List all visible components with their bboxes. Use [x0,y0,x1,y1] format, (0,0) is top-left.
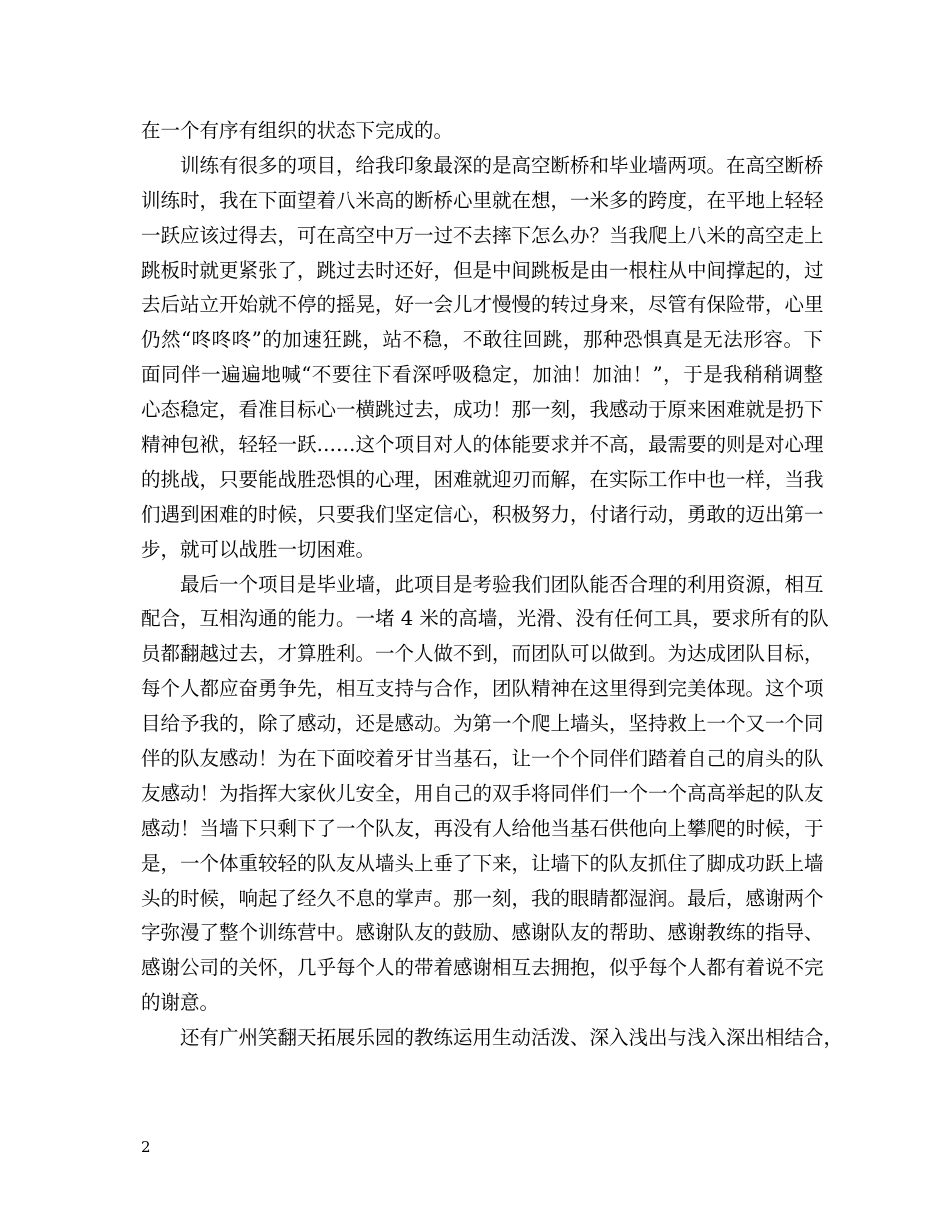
text-line: 面同伴一遍遍地喊“不要往下看深呼吸稳定，加油！加油！”，于是我稍稍调整 [141,363,823,387]
text-line: 训练有很多的项目，给我印象最深的是高空断桥和毕业墙两项。在高空断桥 [180,153,824,177]
text-line: 每个人都应奋勇争先，相互支持与合作，团队精神在这里得到完美体现。这个项 [141,677,824,701]
text-line: 员都翻越过去，才算胜利。一个人做不到，而团队可以做到。为达成团队目标， [141,642,824,666]
text-line: 友感动！为指挥大家伙儿安全，用自己的双手将同伴们一个一个高高举起的队友 [141,781,824,805]
text-line: 在一个有序有组织的状态下完成的。 [141,119,454,142]
text-line: 字弥漫了整个训练营中。感谢队友的鼓励、感谢队友的帮助、感谢教练的指导、 [141,921,824,945]
text-line: 目给予我的，除了感动，还是感动。为第一个爬上墙头，坚持救上一个又一个同 [141,712,824,736]
text-line: 是，一个体重较轻的队友从墙头上垂了下来，让墙下的队友抓住了脚成功跃上墙 [141,851,824,875]
text-line: 训练时，我在下面望着八米高的断桥心里就在想，一米多的跨度，在平地上轻轻 [141,188,824,212]
text-line: 头的时候，响起了经久不息的掌声。那一刻，我的眼睛都湿润。最后，感谢两个 [141,886,824,910]
text-line: 的谢意。 [141,991,220,1015]
text-line: 们遇到困难的时候，只要我们坚定信心，积极努力，付诸行动，勇敢的迈出第一 [141,502,824,526]
text-line: 感谢公司的关怀，几乎每个人的带着感谢相互去拥抱，似乎每个人都有着说不完 [141,956,824,980]
text-line: 心态稳定，看准目标心一横跳过去，成功！那一刻，我感动于原来困难就是扔下 [141,398,824,422]
text-line: 还有广州笑翻天拓展乐园的教练运用生动活泼、深入浅出与浅入深出相结合， [180,1026,844,1050]
text-line: 配合，互相沟通的能力。一堵 4 米的高墙，光滑、没有任何工具，要求所有的队 [141,607,829,631]
text-line: 精神包袱，轻轻一跃……这个项目对人的体能要求并不高，最需要的则是对心理 [141,433,824,457]
text-line: 去后站立开始就不停的摇晃，好一会儿才慢慢的转过身来，尽管有保险带，心里 [141,293,824,317]
text-line: 的挑战，只要能战胜恐惧的心理，困难就迎刃而解，在实际工作中也一样，当我 [141,467,824,491]
text-line: 步，就可以战胜一切困难。 [141,537,376,561]
body-text [141,114,844,1056]
text-line: 仍然“咚咚咚”的加速狂跳，站不稳，不敢往回跳，那种恐惧真是无法形容。下 [141,328,823,352]
text-line: 最后一个项目是毕业墙，此项目是考验我们团队能否合理的利用资源，相互 [180,572,824,596]
text-line: 跳板时就更紧张了，跳过去时还好，但是中间跳板是由一根柱从中间撑起的，过 [141,258,824,282]
text-line: 伴的队友感动！为在下面咬着牙甘当基石，让一个个同伴们踏着自己的肩头的队 [141,747,824,771]
text-line: 感动！当墙下只剩下了一个队友，再没有人给他当基石供他向上攀爬的时候，于 [141,816,824,840]
page-number: 2 [141,1138,151,1156]
text-line: 一跃应该过得去，可在高空中万一过不去摔下怎么办？当我爬上八米的高空走上 [141,223,824,247]
